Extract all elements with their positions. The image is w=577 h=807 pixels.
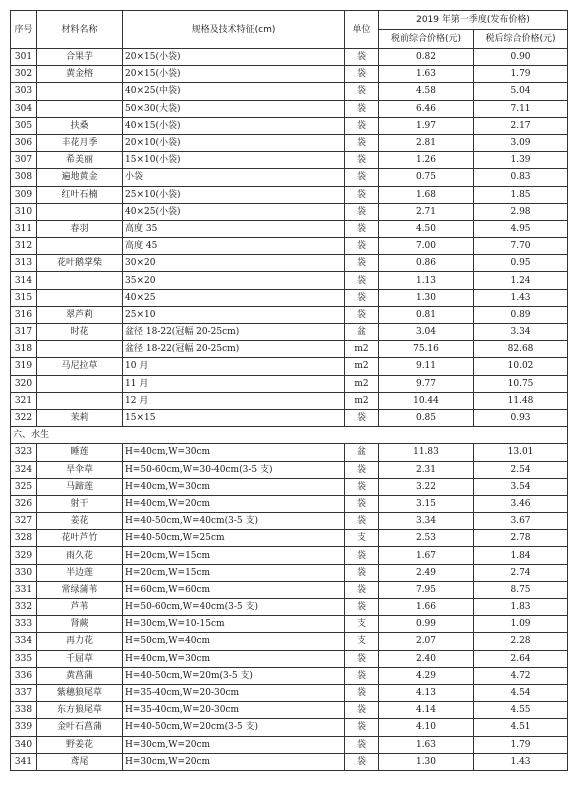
table-row [11,392,568,409]
row-number: 338 [11,702,37,719]
pre-tax-price: 1.30 [379,289,474,306]
spec-cell: 40×25(小袋) [123,203,345,220]
unit-cell: 支 [345,616,379,633]
spec-cell: 40×25 [123,289,345,306]
material-name: 茉莉 [37,409,123,426]
row-number: 337 [11,684,37,701]
row-number: 340 [11,736,37,753]
pre-tax-price: 0.85 [379,409,474,426]
section-title: 六、水生 [11,427,568,444]
pre-tax-price: 2.49 [379,564,474,581]
table-row [11,134,568,151]
header-post-tax: 税后综合价格(元) [474,30,568,49]
unit-cell: 盆 [345,444,379,461]
table-row [11,495,568,512]
table-row [11,650,568,667]
header-spec: 规格及技术特征(cm) [123,11,345,49]
post-tax-price: 1.79 [474,736,568,753]
unit-cell: 袋 [345,702,379,719]
spec-cell: H=50-60cm,W=40cm(3-5 支) [123,599,345,616]
table-row [11,530,568,547]
table-row [11,478,568,495]
post-tax-price: 5.04 [474,83,568,100]
spec-cell: 35×20 [123,272,345,289]
post-tax-price: 4.55 [474,702,568,719]
unit-cell: 袋 [345,581,379,598]
post-tax-price: 4.54 [474,684,568,701]
material-name [37,238,123,255]
spec-cell: 15×15 [123,409,345,426]
spec-cell: H=40cm,W=30cm [123,444,345,461]
table-row [11,169,568,186]
pre-tax-price: 4.14 [379,702,474,719]
row-number: 341 [11,753,37,770]
material-name: 雨久花 [37,547,123,564]
spec-cell: H=40-50cm,W=20m(3-5 支) [123,667,345,684]
table-row [11,667,568,684]
table-row [11,49,568,66]
spec-cell: 高度 35 [123,220,345,237]
unit-cell: 袋 [345,409,379,426]
row-number: 331 [11,581,37,598]
header-unit: 单位 [345,11,379,49]
unit-cell: 袋 [345,272,379,289]
header-name: 材料名称 [37,11,123,49]
table-row [11,83,568,100]
pre-tax-price: 2.81 [379,134,474,151]
pre-tax-price: 4.58 [379,83,474,100]
post-tax-price: 7.70 [474,238,568,255]
material-name: 鸢尾 [37,753,123,770]
post-tax-price: 1.09 [474,616,568,633]
post-tax-price: 0.95 [474,255,568,272]
row-number: 319 [11,358,37,375]
row-number: 310 [11,203,37,220]
spec-cell: H=40cm,W=30cm [123,650,345,667]
unit-cell: 袋 [345,255,379,272]
unit-cell: 袋 [345,220,379,237]
spec-cell: 40×15(小袋) [123,117,345,134]
post-tax-price: 1.85 [474,186,568,203]
price-table [10,10,568,771]
material-name: 睡莲 [37,444,123,461]
row-number: 329 [11,547,37,564]
unit-cell: 支 [345,633,379,650]
spec-cell: H=30cm,W=10-15cm [123,616,345,633]
row-number: 307 [11,152,37,169]
material-name: 常绿蒲苇 [37,581,123,598]
post-tax-price: 4.72 [474,667,568,684]
material-name: 春羽 [37,220,123,237]
material-name: 黄金榕 [37,66,123,83]
post-tax-price: 4.51 [474,719,568,736]
table-row [11,306,568,323]
row-number: 328 [11,530,37,547]
unit-cell: 袋 [345,100,379,117]
material-name [37,289,123,306]
row-number: 304 [11,100,37,117]
material-name: 红叶石楠 [37,186,123,203]
unit-cell: 袋 [345,650,379,667]
spec-cell: H=50-60cm,W=30-40cm(3-5 支) [123,461,345,478]
row-number: 301 [11,49,37,66]
table-row [11,564,568,581]
pre-tax-price: 1.26 [379,152,474,169]
pre-tax-price: 1.13 [379,272,474,289]
spec-cell: 20×15(小袋) [123,66,345,83]
post-tax-price: 1.43 [474,289,568,306]
table-row [11,616,568,633]
pre-tax-price: 2.31 [379,461,474,478]
material-name: 再力花 [37,633,123,650]
pre-tax-price: 11.83 [379,444,474,461]
row-number: 325 [11,478,37,495]
table-row [11,409,568,426]
row-number: 333 [11,616,37,633]
row-number: 314 [11,272,37,289]
spec-cell: H=40cm,W=20cm [123,495,345,512]
spec-cell: H=40-50cm,W=40cm(3-5 支) [123,513,345,530]
pre-tax-price: 1.67 [379,547,474,564]
pre-tax-price: 0.82 [379,49,474,66]
pre-tax-price: 1.30 [379,753,474,770]
spec-cell: 25×10(小袋) [123,186,345,203]
material-name: 扶桑 [37,117,123,134]
pre-tax-price: 7.95 [379,581,474,598]
spec-cell: H=40cm,W=30cm [123,478,345,495]
unit-cell: 袋 [345,719,379,736]
material-name: 旱伞草 [37,461,123,478]
unit-cell: m2 [345,392,379,409]
material-name: 半边莲 [37,564,123,581]
material-name [37,83,123,100]
post-tax-price: 1.83 [474,599,568,616]
post-tax-price: 8.75 [474,581,568,598]
table-row [11,186,568,203]
post-tax-price: 11.48 [474,392,568,409]
row-number: 322 [11,409,37,426]
spec-cell: 15×10(小袋) [123,152,345,169]
table-row [11,324,568,341]
table-row [11,358,568,375]
row-number: 303 [11,83,37,100]
pre-tax-price: 1.63 [379,736,474,753]
spec-cell: H=30cm,W=20cm [123,753,345,770]
row-number: 311 [11,220,37,237]
row-number: 327 [11,513,37,530]
row-number: 308 [11,169,37,186]
row-number: 302 [11,66,37,83]
section-row [11,427,568,444]
material-name: 金叶石菖蒲 [37,719,123,736]
unit-cell: 袋 [345,306,379,323]
material-name: 芦苇 [37,599,123,616]
unit-cell: 袋 [345,667,379,684]
unit-cell: m2 [345,358,379,375]
material-name: 花叶鹅掌柴 [37,255,123,272]
unit-cell: 袋 [345,289,379,306]
unit-cell: 袋 [345,564,379,581]
post-tax-price: 0.90 [474,49,568,66]
post-tax-price: 0.83 [474,169,568,186]
row-number: 334 [11,633,37,650]
spec-cell: 盆径 18-22(冠幅 20-25cm) [123,341,345,358]
pre-tax-price: 4.10 [379,719,474,736]
table-row [11,753,568,770]
row-number: 305 [11,117,37,134]
post-tax-price: 3.09 [474,134,568,151]
pre-tax-price: 6.46 [379,100,474,117]
unit-cell: 袋 [345,152,379,169]
post-tax-price: 82.68 [474,341,568,358]
post-tax-price: 3.34 [474,324,568,341]
unit-cell: 袋 [345,547,379,564]
material-name: 姜花 [37,513,123,530]
row-number: 326 [11,495,37,512]
pre-tax-price: 0.99 [379,616,474,633]
unit-cell: 袋 [345,513,379,530]
spec-cell: 40×25(中袋) [123,83,345,100]
row-number: 318 [11,341,37,358]
pre-tax-price: 3.34 [379,513,474,530]
material-name [37,203,123,220]
unit-cell: 袋 [345,169,379,186]
spec-cell: 盆径 18-22(冠幅 20-25cm) [123,324,345,341]
pre-tax-price: 7.00 [379,238,474,255]
post-tax-price: 1.39 [474,152,568,169]
unit-cell: 袋 [345,599,379,616]
pre-tax-price: 4.13 [379,684,474,701]
post-tax-price: 3.67 [474,513,568,530]
pre-tax-price: 4.50 [379,220,474,237]
unit-cell: 袋 [345,684,379,701]
material-name: 丰花月季 [37,134,123,151]
spec-cell: 20×10(小袋) [123,134,345,151]
spec-cell: H=35-40cm,W=20-30cm [123,684,345,701]
table-row [11,341,568,358]
row-number: 313 [11,255,37,272]
row-number: 324 [11,461,37,478]
row-number: 309 [11,186,37,203]
material-name [37,375,123,392]
header-period: 2019 年第一季度(发布价格) [379,11,568,30]
spec-cell: 25×10 [123,306,345,323]
table-row [11,152,568,169]
unit-cell: 袋 [345,238,379,255]
post-tax-price: 0.89 [474,306,568,323]
pre-tax-price: 1.63 [379,66,474,83]
row-number: 306 [11,134,37,151]
row-number: 335 [11,650,37,667]
unit-cell: 袋 [345,117,379,134]
pre-tax-price: 75.16 [379,341,474,358]
unit-cell: 袋 [345,736,379,753]
material-name: 希美丽 [37,152,123,169]
post-tax-price: 2.74 [474,564,568,581]
post-tax-price: 1.43 [474,753,568,770]
pre-tax-price: 2.71 [379,203,474,220]
spec-cell: 10 月 [123,358,345,375]
unit-cell: 盆 [345,324,379,341]
material-name: 翠芦莉 [37,306,123,323]
post-tax-price: 3.46 [474,495,568,512]
spec-cell: H=30cm,W=20cm [123,736,345,753]
post-tax-price: 2.98 [474,203,568,220]
header-pre-tax: 税前综合价格(元) [379,30,474,49]
table-row [11,272,568,289]
pre-tax-price: 2.53 [379,530,474,547]
post-tax-price: 2.54 [474,461,568,478]
material-name [37,392,123,409]
pre-tax-price: 3.22 [379,478,474,495]
unit-cell: 袋 [345,49,379,66]
unit-cell: 袋 [345,753,379,770]
post-tax-price: 1.84 [474,547,568,564]
pre-tax-price: 3.15 [379,495,474,512]
table-row [11,444,568,461]
material-name: 合果芋 [37,49,123,66]
material-name: 肾蕨 [37,616,123,633]
pre-tax-price: 0.75 [379,169,474,186]
material-name: 千屈草 [37,650,123,667]
post-tax-price: 10.75 [474,375,568,392]
row-number: 332 [11,599,37,616]
table-row [11,117,568,134]
header-no: 序号 [11,11,37,49]
row-number: 317 [11,324,37,341]
table-row [11,719,568,736]
spec-cell: H=40-50cm,W=20cm(3-5 支) [123,719,345,736]
table-row [11,736,568,753]
table-row [11,513,568,530]
table-row [11,547,568,564]
pre-tax-price: 0.86 [379,255,474,272]
unit-cell: m2 [345,341,379,358]
row-number: 330 [11,564,37,581]
table-row [11,220,568,237]
pre-tax-price: 1.66 [379,599,474,616]
material-name: 东方狼尾草 [37,702,123,719]
material-name: 时花 [37,324,123,341]
spec-cell: 小袋 [123,169,345,186]
pre-tax-price: 4.29 [379,667,474,684]
unit-cell: 袋 [345,66,379,83]
material-name: 射干 [37,495,123,512]
row-number: 316 [11,306,37,323]
table-row [11,461,568,478]
spec-cell: 11 月 [123,375,345,392]
material-name [37,272,123,289]
pre-tax-price: 2.40 [379,650,474,667]
row-number: 315 [11,289,37,306]
table-row [11,66,568,83]
pre-tax-price: 9.11 [379,358,474,375]
pre-tax-price: 9.77 [379,375,474,392]
table-row [11,581,568,598]
pre-tax-price: 1.68 [379,186,474,203]
post-tax-price: 0.93 [474,409,568,426]
spec-cell: H=20cm,W=15cm [123,547,345,564]
pre-tax-price: 1.97 [379,117,474,134]
post-tax-price: 1.79 [474,66,568,83]
spec-cell: H=60cm,W=60cm [123,581,345,598]
table-row [11,599,568,616]
table-row [11,203,568,220]
unit-cell: 袋 [345,495,379,512]
unit-cell: 袋 [345,186,379,203]
row-number: 320 [11,375,37,392]
material-name: 紫穗狼尾草 [37,684,123,701]
row-number: 336 [11,667,37,684]
table-row [11,702,568,719]
material-name: 黄菖蒲 [37,667,123,684]
post-tax-price: 7.11 [474,100,568,117]
unit-cell: 袋 [345,461,379,478]
table-row [11,100,568,117]
material-name: 遍地黄金 [37,169,123,186]
table-body [11,49,568,771]
row-number: 312 [11,238,37,255]
row-number: 321 [11,392,37,409]
material-name: 花叶芦竹 [37,530,123,547]
material-name: 马尼拉草 [37,358,123,375]
spec-cell: 20×15(小袋) [123,49,345,66]
spec-cell: 50×30(大袋) [123,100,345,117]
material-name [37,341,123,358]
spec-cell: H=50cm,W=40cm [123,633,345,650]
post-tax-price: 13.01 [474,444,568,461]
post-tax-price: 4.95 [474,220,568,237]
post-tax-price: 2.28 [474,633,568,650]
unit-cell: 袋 [345,83,379,100]
row-number: 323 [11,444,37,461]
post-tax-price: 2.78 [474,530,568,547]
post-tax-price: 1.24 [474,272,568,289]
unit-cell: 袋 [345,134,379,151]
row-number: 339 [11,719,37,736]
material-name: 野姜花 [37,736,123,753]
spec-cell: H=35-40cm,W=20-30cm [123,702,345,719]
post-tax-price: 10.02 [474,358,568,375]
table-row [11,289,568,306]
material-name: 马蹄莲 [37,478,123,495]
table-row [11,633,568,650]
pre-tax-price: 2.07 [379,633,474,650]
table-row [11,238,568,255]
table-row [11,684,568,701]
spec-cell: 12 月 [123,392,345,409]
spec-cell: 高度 45 [123,238,345,255]
pre-tax-price: 10.44 [379,392,474,409]
unit-cell: 袋 [345,203,379,220]
material-name [37,100,123,117]
pre-tax-price: 0.81 [379,306,474,323]
pre-tax-price: 3.04 [379,324,474,341]
unit-cell: 袋 [345,478,379,495]
post-tax-price: 2.17 [474,117,568,134]
unit-cell: 支 [345,530,379,547]
post-tax-price: 3.54 [474,478,568,495]
spec-cell: H=20cm,W=15cm [123,564,345,581]
unit-cell: m2 [345,375,379,392]
table-row [11,255,568,272]
spec-cell: H=40-50cm,W=25cm [123,530,345,547]
spec-cell: 30×20 [123,255,345,272]
post-tax-price: 2.64 [474,650,568,667]
table-row [11,375,568,392]
